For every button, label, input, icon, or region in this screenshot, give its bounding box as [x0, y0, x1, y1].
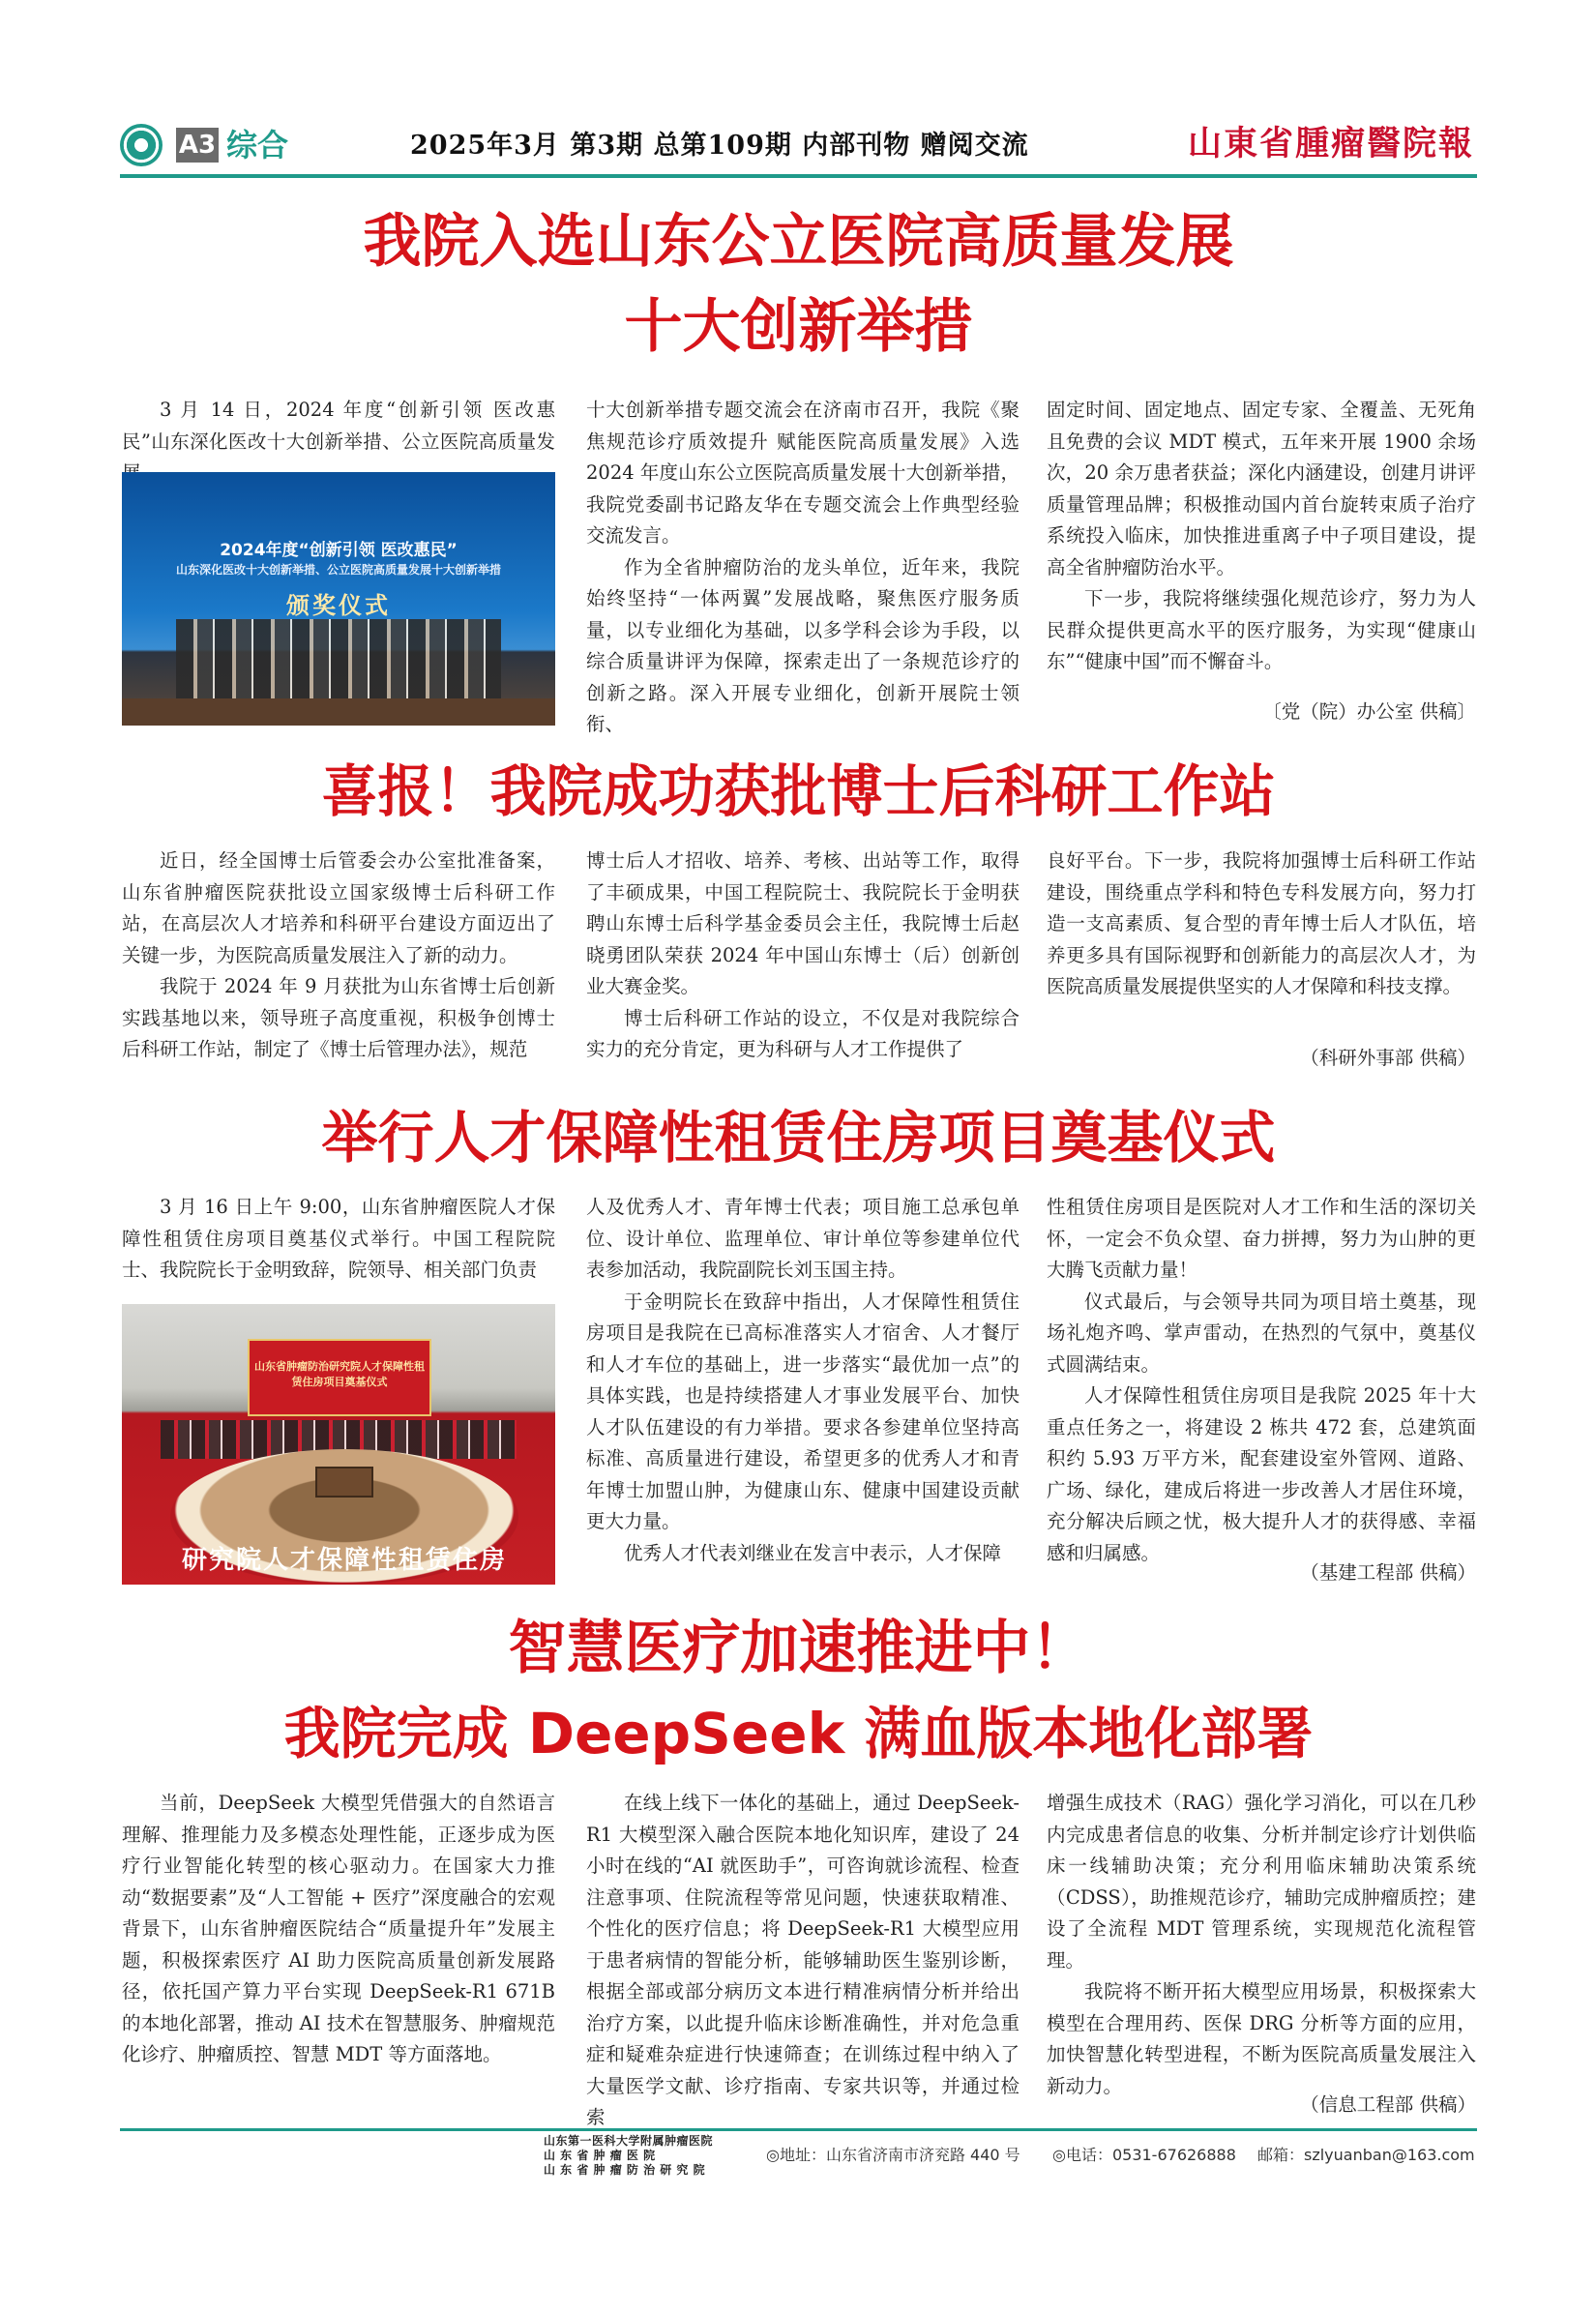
footer-address: ◎地址：山东省济南市济兖路 440 号	[766, 2146, 1020, 2164]
paragraph: 博士后科研工作站的设立，不仅是对我院综合实力的充分肯定，更为科研与人才工作提供了	[586, 1006, 1020, 1060]
paragraph: 当前，DeepSeek 大模型凭借强大的自然语言理解、推理能力及多模态处理性能，正逐步成为医疗行业智能化转型的核心驱动力。在国家大力推动“数据要素”及“人工智能 + 医疗”深度融合的宏观背景下，山东省肿瘤医院结合“质量提升年”发展主题，积极探索医疗 AI 助力医院高质量创新发展路径，依托国产算力平台实现 DeepSeek-R1 671B 的本地化部署，推动 AI 技术在智慧服务、肿瘤规范化诊疗、肿瘤质控、智慧 MDT 等方面落地。	[122, 1792, 555, 2065]
article2-credit: （科研外事部 供稿）	[1300, 1047, 1476, 1069]
paragraph: 人才保障性租赁住房项目是我院 2025 年十大重点任务之一，将建设 2 栋共 472 套，总建筑面积约 5.93 万平方米，配套建设室外管网、道路、广场、绿化，建成后将进一步改善人才居住环境，充分解决后顾之忧，极大提升人才的获得感、幸福感和归属感。	[1047, 1384, 1476, 1564]
article1-column-2	[586, 395, 1020, 735]
footer-phone: ◎电话：0531-67626888	[1052, 2146, 1236, 2164]
groundbreaking-ceremony-photo	[122, 1304, 555, 1585]
photo-ring-text: 研究院人才保障性租赁住房	[181, 1546, 507, 1575]
award-ceremony-photo	[122, 472, 555, 726]
article4-column-1	[122, 1788, 555, 2121]
paragraph: 固定时间、固定地点、固定专家、全覆盖、无死角且免费的会议 MDT 模式，五年来开展 1900 余场次，20 余万患者获益；深化内涵建设，创建月讲评质量管理品牌；积极推动国内首台旋转束质子治疗系统投入临床，加快推进重离子中子项目建设，提高全省肿瘤防治水平。	[1047, 399, 1476, 578]
masthead-rule	[120, 174, 1477, 178]
article2-column-1	[122, 846, 555, 1070]
photo-banner-line: 山东深化医改十大创新举措、公立医院高质量发展十大创新举措	[175, 563, 501, 577]
page-code: A3	[176, 128, 219, 163]
article4-headline-line2: 我院完成 DeepSeek 满血版本地化部署	[283, 1701, 1314, 1766]
paragraph: 我院将不断开拓大模型应用场景，积极探索大模型在合理用药、医保 DRG 分析等方面的应用，加快智慧化转型进程，不断为医院高质量发展注入新动力。	[1047, 1980, 1476, 2097]
photo-foundation-stone	[315, 1467, 373, 1498]
article2-column-3	[1047, 846, 1476, 1039]
issue-info: 2025年3月 第3期 总第109期 内部刊物 赠阅交流	[410, 131, 1029, 161]
paragraph: 在线上线下一体化的基础上，通过 DeepSeek-R1 大模型深入融合医院本地化知识库，建设了 24 小时在线的“AI 就医助手”，可咨询就诊流程、检查注意事项、住院流程等常见问题，快速获取精准、个性化的医疗信息；将 DeepSeek-R1 大模型应用于患者病情的智能分析，能够辅助医生鉴别诊断，根据全部或部分病历文本进行精准病情分析并给出治疗方案，以此提升临床诊断准确性，并对危急重症和疑难杂症进行快速筛查；在训练过程中纳入了大量医学文献、诊疗指南、专家共识等，并通过检索	[586, 1792, 1020, 2128]
photo-banner-line: 2024年度“创新引领 医改惠民”	[220, 541, 458, 560]
footer-rule	[120, 2128, 1477, 2131]
article1-column-1	[122, 395, 555, 462]
article4-column-3	[1047, 1788, 1476, 2097]
article3-column-1	[122, 1192, 555, 1292]
paragraph: 性租赁住房项目是医院对人才工作和生活的深切关怀，一定会不负众望、奋力拼搏，努力为山肿的更大腾飞贡献力量！	[1047, 1196, 1476, 1281]
masthead	[120, 120, 1474, 170]
paragraph: 近日，经全国博士后管委会办公室批准备案，山东省肿瘤医院获批设立国家级博士后科研工作站，在高层次人才培养和科研平台建设方面迈出了关键一步，为医院高质量发展注入了新的动力。	[122, 849, 555, 966]
paragraph: 人及优秀人才、青年博士代表；项目施工总承包单位、设计单位、监理单位、审计单位等参建单位代表参加活动，我院副院长刘玉国主持。	[586, 1196, 1020, 1281]
article2-column-2	[586, 846, 1020, 1070]
section-name: 综合	[226, 127, 289, 163]
article1-headline-line2: 十大创新举措	[624, 293, 973, 361]
paper-name: 山東省腫瘤醫院報	[1187, 124, 1474, 163]
photo-people	[176, 619, 501, 698]
hospital-logo-icon	[120, 124, 163, 166]
article3-credit: （基建工程部 供稿）	[1300, 1561, 1476, 1584]
footer-institution-name: 山 东 省 肿 瘤 防 治 研 究 院	[544, 2163, 706, 2177]
footer-institution-names	[544, 2134, 747, 2178]
paragraph: 博士后人才招收、培养、考核、出站等工作，取得了丰硕成果，中国工程院院士、我院院长于金明获聘山东博士后科学基金委员会主任，我院博士后赵晓勇团队荣获 2024 年中国山东博士（后）创新创业大赛金奖。	[586, 849, 1020, 997]
paragraph: 优秀人才代表刘继业在发言中表示，人才保障	[624, 1541, 1002, 1564]
paragraph: 仪式最后，与会领导共同为项目培土奠基，现场礼炮齐鸣、掌声雷动，在热烈的气氛中，奠基仪式圆满结束。	[1047, 1290, 1476, 1376]
photo-backdrop-board: 山东省肿瘤防治研究院人才保障性租赁住房项目奠基仪式	[248, 1339, 431, 1416]
article3-column-2	[586, 1192, 1020, 1585]
article1-credit: 〔党（院）办公室 供稿〕	[1262, 700, 1476, 723]
paragraph: 3 月 14 日，2024 年度“创新引领 医改惠民”山东深化医改十大创新举措、公立医院高质量发	[122, 399, 555, 453]
article4-headline-line1: 智慧医疗加速推进中！	[508, 1615, 1089, 1682]
paragraph: 3 月 16 日上午 9:00，山东省肿瘤医院人才保障性租赁住房项目奠基仪式举行。中国工程院院士、我院院长于金明致辞，院领导、相关部门负责	[122, 1196, 555, 1281]
paragraph: 于金明院长在致辞中指出，人才保障性租赁住房项目是我院在已高标准落实人才宿舍、人才餐厅和人才车位的基础上，进一步落实“最优加一点”的具体实践，也是持续搭建人才事业发展平台、加快人才队伍建设的有力举措。要求各参建单位坚持高标准、高质量进行建设，希望更多的优秀人才和青年博士加盟山肿，为健康山东、健康中国建设贡献更大力量。	[586, 1290, 1020, 1532]
article3-column-3	[1047, 1192, 1476, 1564]
footer-institution-name: 山 东 省 肿 瘤 医 院	[544, 2149, 656, 2162]
article2-headline: 喜报！我院成功获批博士后科研工作站	[321, 758, 1276, 824]
footer-institution-name: 山东第一医科大学附属肿瘤医院	[544, 2134, 714, 2148]
footer-email: 邮箱：szlyuanban@163.com	[1257, 2146, 1475, 2164]
paragraph: 作为全省肿瘤防治的龙头单位，近年来，我院始终坚持“一体两翼”发展战略，聚焦医疗服务质量，以专业细化为基础，以多学科会诊为手段，以综合质量讲评为保障，探索走出了一条规范诊疗的创新之路。深入开展专业细化，创新开展院士领衔、	[586, 555, 1020, 735]
article4-credit: （信息工程部 供稿）	[1300, 2093, 1476, 2116]
paragraph: 我院于 2024 年 9 月获批为山东省博士后创新实践基地以来，领导班子高度重视，积极争创博士后科研工作站，制定了《博士后管理办法》，规范	[122, 975, 555, 1060]
article4-column-2	[586, 1788, 1020, 2128]
photo-banner-title: 颁奖仪式	[286, 592, 391, 619]
paragraph: 下一步，我院将继续强化规范诊疗，努力为人民群众提供更高水平的医疗服务，为实现“健康山东”“健康中国”而不懈奋斗。	[1047, 587, 1476, 672]
paragraph: 良好平台。下一步，我院将加强博士后科研工作站建设，围绕重点学科和特色专科发展方向，努力打造一支高素质、复合型的青年博士后人才队伍，培养更多具有国际视野和创新能力的高层次人才，为医院高质量发展提供坚实的人才保障和科技支撑。	[1047, 849, 1476, 997]
paragraph: 十大创新举措专题交流会在济南市召开，我院《聚焦规范诊疗质效提升 赋能医院高质量发展》入选 2024 年度山东公立医院高质量发展十大创新举措，我院党委副书记路友华在专题交流会上作典型经验交流发言。	[586, 399, 1020, 547]
photo-stage	[122, 698, 555, 726]
article3-headline: 举行人才保障性租赁住房项目奠基仪式	[321, 1105, 1276, 1171]
paragraph: 增强生成技术（RAG）强化学习消化，可以在几秒内完成患者信息的收集、分析并制定诊疗计划供临床一线辅助决策；充分利用临床辅助决策系统（CDSS），助推规范诊疗，辅助完成肿瘤质控；建设了全流程 MDT 管理系统，实现规范化流程管理。	[1047, 1792, 1476, 1972]
article1-headline-line1: 我院入选山东公立医院高质量发展	[363, 208, 1234, 276]
article1-column-3	[1047, 395, 1476, 695]
